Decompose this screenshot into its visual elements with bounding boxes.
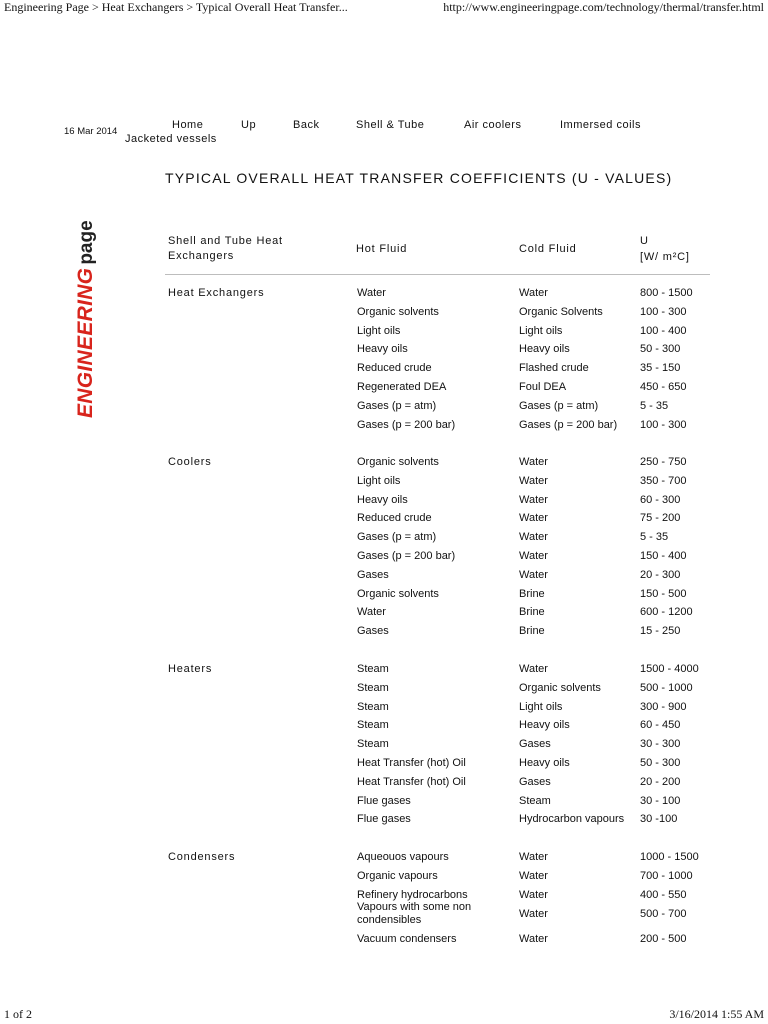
cell-cold-fluid: Water xyxy=(519,531,548,544)
header-u-unit: [W/ m²C] xyxy=(640,251,690,263)
cell-hot-fluid: Steam xyxy=(357,681,389,694)
nav-back-link[interactable]: Back xyxy=(293,119,320,131)
engineering-page-logo xyxy=(74,208,100,418)
print-footer-timestamp: 3/16/2014 1:55 AM xyxy=(669,1007,764,1021)
cell-cold-fluid: Heavy oils xyxy=(519,343,570,356)
nav-up-link[interactable]: Up xyxy=(241,119,257,131)
cell-u-value: 450 - 650 xyxy=(640,381,687,393)
print-header-url: http://www.engineeringpage.com/technology/thermal/transfer.html xyxy=(443,0,764,14)
cell-hot-fluid: Organic vapours xyxy=(357,869,438,882)
nav-shell-tube-link[interactable]: Shell & Tube xyxy=(356,119,425,131)
cell-hot-fluid: Steam xyxy=(357,663,389,675)
cell-u-value: 35 - 150 xyxy=(640,362,681,375)
cell-u-value: 75 - 200 xyxy=(640,512,681,525)
cell-hot-fluid: Steam xyxy=(357,700,389,713)
cell-hot-fluid: Flue gases xyxy=(357,794,411,807)
cell-hot-fluid: Vapours with some non condensibles xyxy=(357,901,472,927)
cell-cold-fluid: Water xyxy=(519,456,548,468)
cell-u-value: 100 - 300 xyxy=(640,418,687,431)
cell-hot-fluid: Gases (p = atm) xyxy=(357,399,437,412)
cell-hot-fluid: Steam xyxy=(357,738,389,751)
cell-cold-fluid: Gases (p = 200 bar) xyxy=(519,418,618,431)
group-label: Coolers xyxy=(168,456,212,468)
cell-cold-fluid: Light oils xyxy=(519,700,563,713)
page-date: 16 Mar 2014 xyxy=(64,126,118,137)
cell-u-value: 400 - 550 xyxy=(640,888,687,901)
cell-u-value: 800 - 1500 xyxy=(640,287,693,299)
cell-hot-fluid: Reduced crude xyxy=(357,512,432,525)
cell-hot-fluid: Gases (p = 200 bar) xyxy=(357,550,456,562)
nav-air-coolers-link[interactable]: Air coolers xyxy=(464,119,522,131)
cell-cold-fluid: Water xyxy=(519,908,548,921)
cell-u-value: 50 - 300 xyxy=(640,343,681,356)
cell-u-value: 5 - 35 xyxy=(640,399,669,412)
cell-hot-fluid: Heavy oils xyxy=(357,343,408,356)
cell-cold-fluid: Steam xyxy=(519,794,551,807)
cell-hot-fluid: Water xyxy=(357,606,386,619)
cell-cold-fluid: Water xyxy=(519,869,548,882)
header-cold-fluid: Cold Fluid xyxy=(519,243,577,255)
cell-hot-fluid: Vacuum condensers xyxy=(357,933,457,946)
page-title: TYPICAL OVERALL HEAT TRANSFER COEFFICIENTS (U - VALUES) xyxy=(165,170,673,186)
cell-cold-fluid: Organic solvents xyxy=(519,681,601,694)
cell-u-value: 30 - 100 xyxy=(640,794,681,807)
cell-u-value: 250 - 750 xyxy=(640,456,687,468)
cell-cold-fluid: Brine xyxy=(519,606,545,619)
cell-cold-fluid: Organic Solvents xyxy=(519,305,603,318)
cell-u-value: 60 - 300 xyxy=(640,493,681,506)
header-u: U xyxy=(640,235,649,247)
cell-cold-fluid: Hydrocarbon vapours xyxy=(519,813,625,826)
cell-u-value: 500 - 1000 xyxy=(640,681,693,694)
group-label: Heaters xyxy=(168,663,213,675)
cell-hot-fluid: Heat Transfer (hot) Oil xyxy=(357,757,466,769)
cell-hot-fluid: Heat Transfer (hot) Oil xyxy=(357,775,466,788)
group-label: Heat Exchangers xyxy=(168,287,265,299)
cell-cold-fluid: Water xyxy=(519,663,548,675)
header-hot-fluid: Hot Fluid xyxy=(356,243,408,255)
group-label: Condensers xyxy=(168,851,236,863)
cell-u-value: 150 - 400 xyxy=(640,550,687,562)
cell-hot-fluid: Reduced crude xyxy=(357,362,432,375)
cell-cold-fluid: Water xyxy=(519,474,548,487)
cell-hot-fluid: Gases (p = atm) xyxy=(357,531,437,544)
nav-home-link[interactable]: Home xyxy=(172,119,204,131)
header-exchanger-type: Shell and Tube Heat Exchangers xyxy=(168,235,283,262)
cell-hot-fluid: Organic solvents xyxy=(357,587,439,600)
cell-u-value: 500 - 700 xyxy=(640,908,687,921)
cell-hot-fluid: Light oils xyxy=(357,324,401,337)
cell-cold-fluid: Gases (p = atm) xyxy=(519,399,599,412)
cell-cold-fluid: Water xyxy=(519,287,548,299)
cell-hot-fluid: Aqueouos vapours xyxy=(357,851,449,863)
cell-hot-fluid: Organic solvents xyxy=(357,305,439,318)
nav-jacketed-vessels-link[interactable]: Jacketed vessels xyxy=(125,133,217,145)
cell-cold-fluid: Light oils xyxy=(519,324,563,337)
logo-word-page: page xyxy=(76,220,97,265)
cell-u-value: 600 - 1200 xyxy=(640,606,693,619)
cell-cold-fluid: Water xyxy=(519,851,548,863)
cell-cold-fluid: Heavy oils xyxy=(519,719,570,732)
cell-hot-fluid: Gases (p = 200 bar) xyxy=(357,418,456,431)
cell-hot-fluid: Regenerated DEA xyxy=(357,381,447,393)
print-footer-page: 1 of 2 xyxy=(4,1007,32,1021)
header-divider xyxy=(165,274,710,275)
cell-u-value: 15 - 250 xyxy=(640,625,681,638)
cell-u-value: 100 - 300 xyxy=(640,305,687,318)
cell-hot-fluid: Organic solvents xyxy=(357,456,439,468)
cell-u-value: 20 - 200 xyxy=(640,775,681,788)
nav-immersed-coils-link[interactable]: Immersed coils xyxy=(560,119,641,131)
cell-hot-fluid: Light oils xyxy=(357,474,401,487)
cell-u-value: 20 - 300 xyxy=(640,568,681,581)
cell-hot-fluid: Gases xyxy=(357,568,389,581)
cell-u-value: 200 - 500 xyxy=(640,933,687,946)
cell-hot-fluid: Gases xyxy=(357,625,389,638)
cell-cold-fluid: Gases xyxy=(519,738,551,751)
cell-u-value: 1000 - 1500 xyxy=(640,851,699,863)
cell-u-value: 5 - 35 xyxy=(640,531,669,544)
cell-hot-fluid: Refinery hydrocarbons xyxy=(357,888,468,901)
cell-cold-fluid: Water xyxy=(519,568,548,581)
cell-hot-fluid: Water xyxy=(357,287,386,299)
cell-cold-fluid: Water xyxy=(519,933,548,946)
cell-u-value: 50 - 300 xyxy=(640,757,681,769)
cell-cold-fluid: Water xyxy=(519,512,548,525)
cell-cold-fluid: Heavy oils xyxy=(519,757,570,769)
cell-cold-fluid: Water xyxy=(519,550,548,562)
cell-u-value: 1500 - 4000 xyxy=(640,663,699,675)
cell-cold-fluid: Brine xyxy=(519,625,545,638)
cell-cold-fluid: Water xyxy=(519,493,548,506)
cell-u-value: 150 - 500 xyxy=(640,587,687,600)
print-header-title: Engineering Page > Heat Exchangers > Typical Overall Heat Transfer... xyxy=(4,0,348,14)
cell-u-value: 700 - 1000 xyxy=(640,869,693,882)
cell-u-value: 100 - 400 xyxy=(640,324,687,337)
logo-word-engineering: ENGINEERING xyxy=(74,267,97,418)
cell-u-value: 300 - 900 xyxy=(640,700,687,713)
cell-cold-fluid: Brine xyxy=(519,587,545,600)
cell-hot-fluid: Heavy oils xyxy=(357,493,408,506)
cell-u-value: 350 - 700 xyxy=(640,474,687,487)
cell-cold-fluid: Gases xyxy=(519,775,551,788)
cell-cold-fluid: Foul DEA xyxy=(519,381,567,393)
cell-u-value: 60 - 450 xyxy=(640,719,681,732)
cell-hot-fluid: Flue gases xyxy=(357,813,411,826)
cell-hot-fluid: Steam xyxy=(357,719,389,732)
cell-cold-fluid: Flashed crude xyxy=(519,362,589,375)
cell-cold-fluid: Water xyxy=(519,888,548,901)
cell-u-value: 30 -100 xyxy=(640,813,678,826)
cell-u-value: 30 - 300 xyxy=(640,738,681,751)
